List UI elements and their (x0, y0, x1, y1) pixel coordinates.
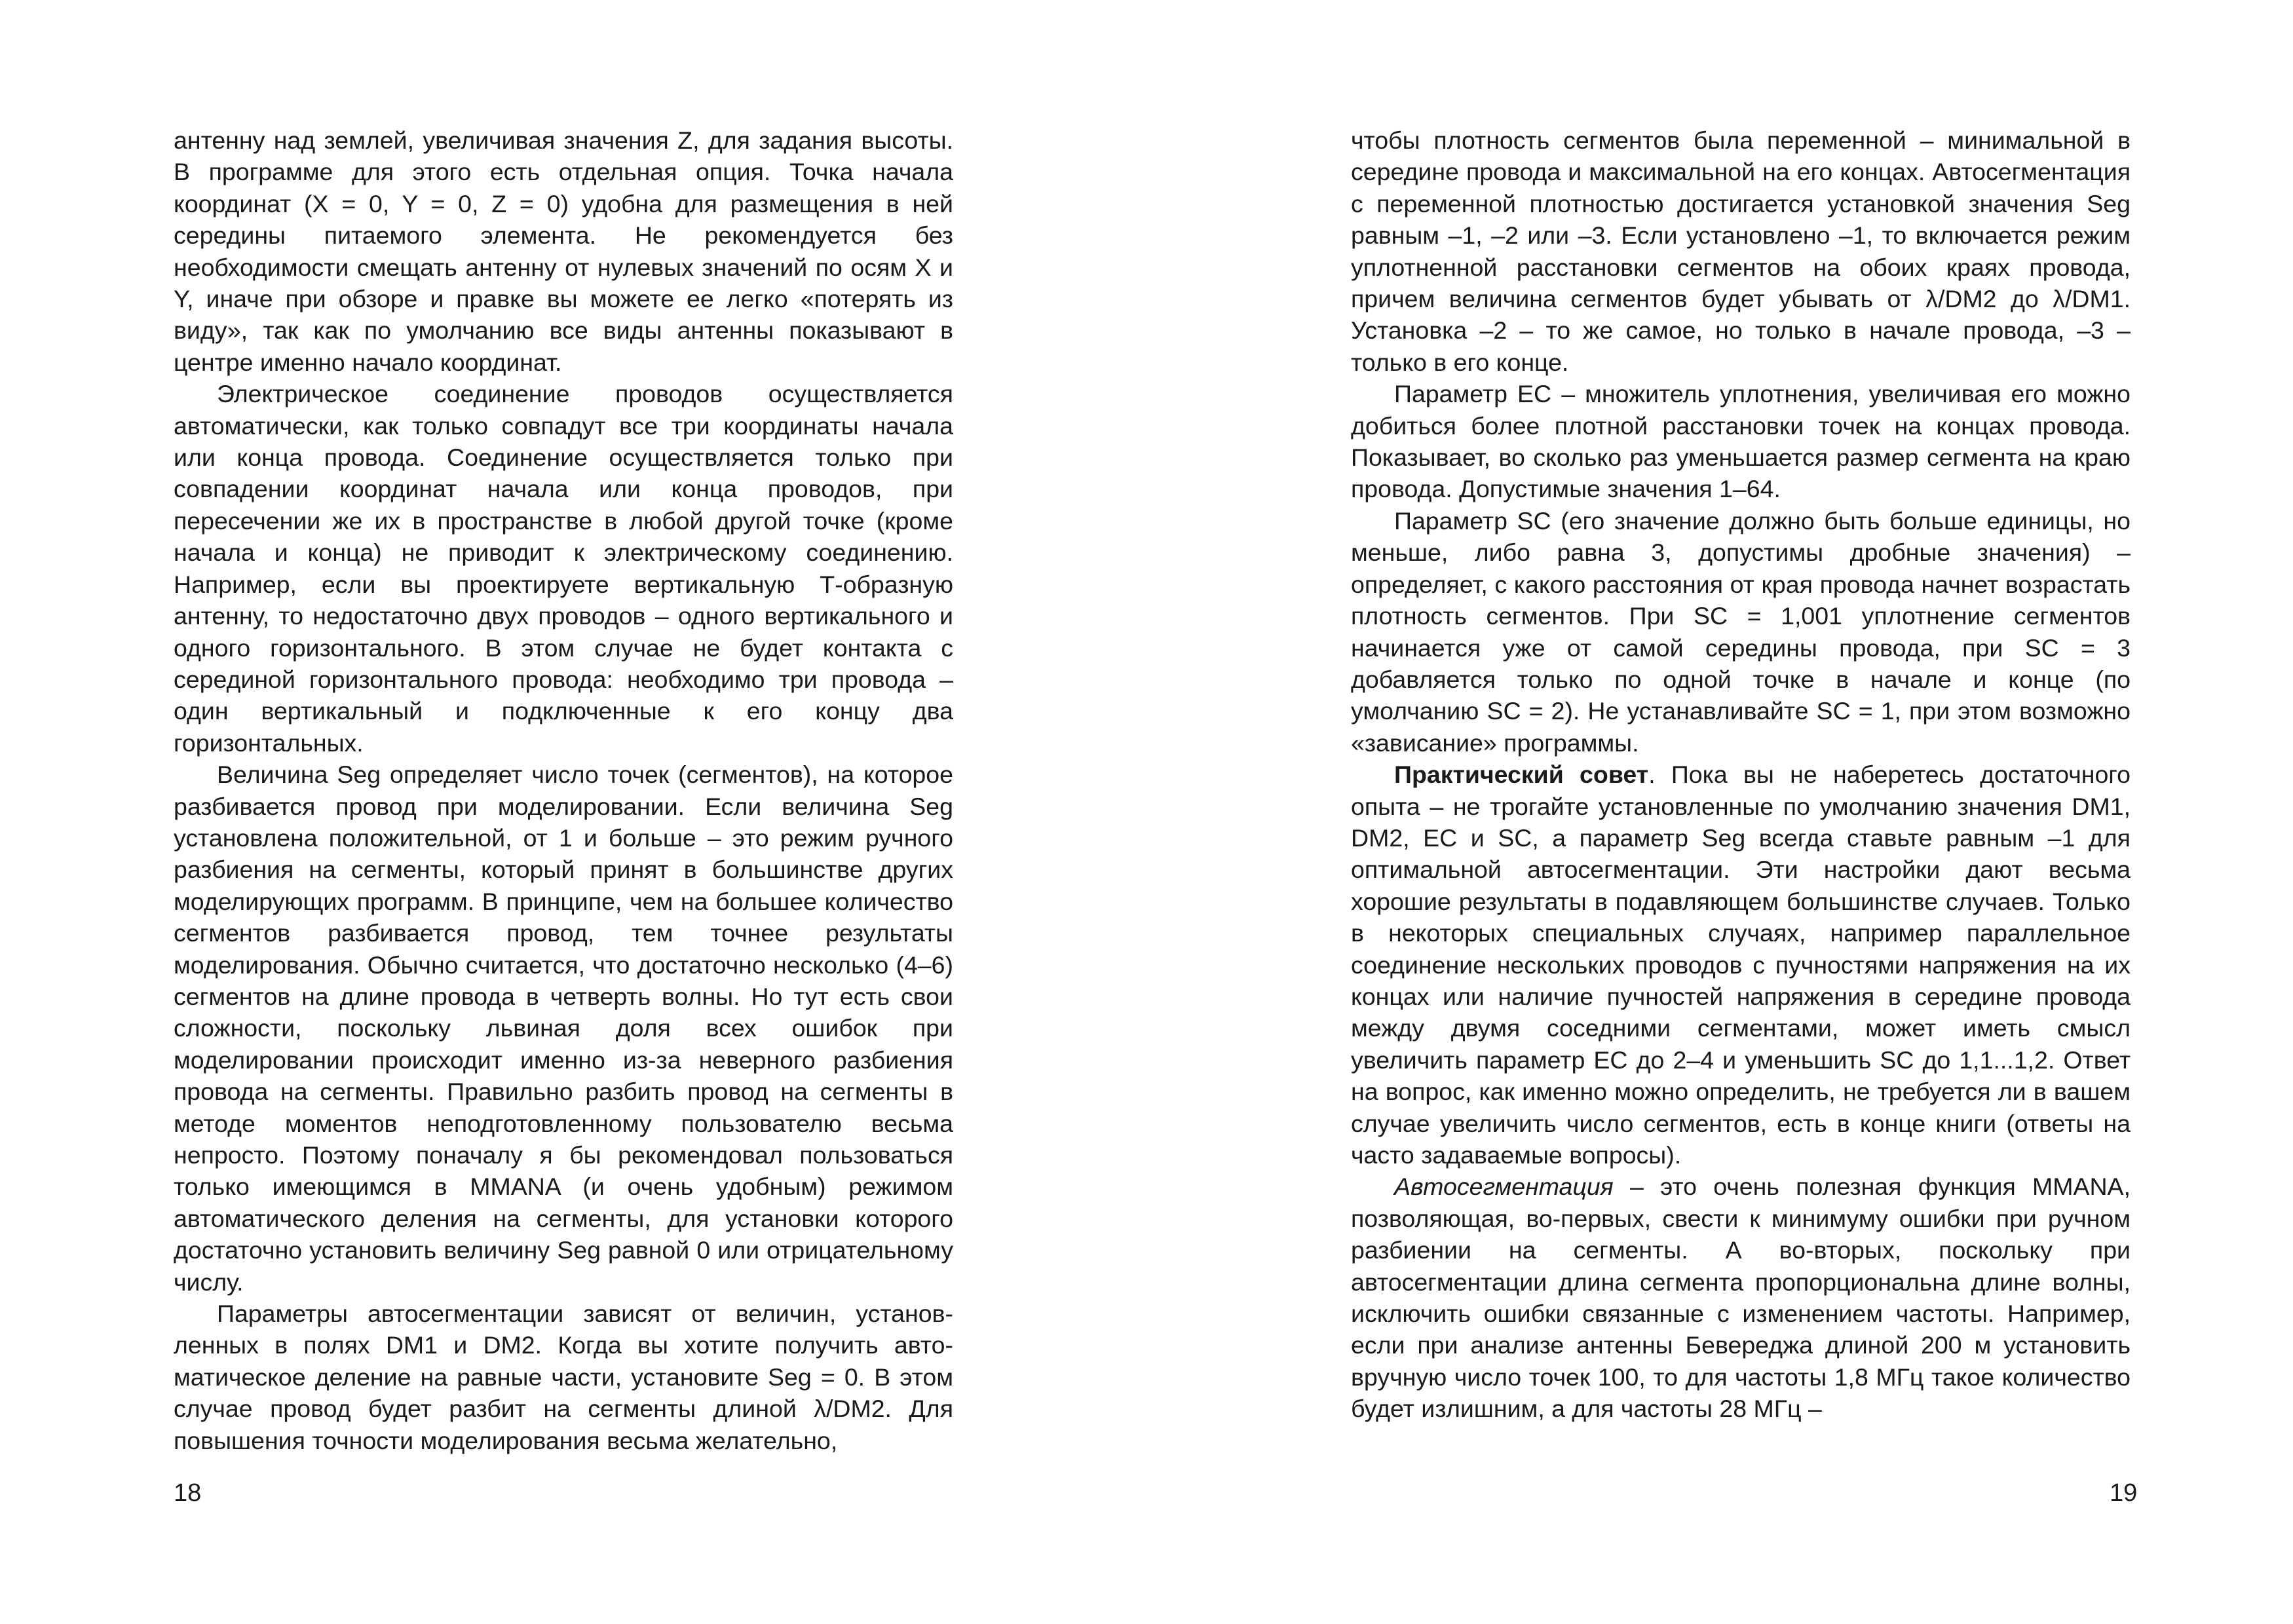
autosegmentation-body: – это очень полезная функция MMANA, позволяющая, во-первых, свести к минимуму ошибки при ручном разбиении на сегменты. А во-вторых, поскольку при автосегментации длина сегмента пропорциональна длине волны, исключить ошибки связанные с изменением частоты. Например, если при анализе антенны Бевереджа длиной 200 м установить вручную число точек 100, то для частоты 1,8 МГц такое количество будет излишним, а для частоты 28 МГц – (1351, 1173, 2131, 1423)
left-page (0, 0, 1146, 1624)
paragraph: Параметр SC (его значение должно быть больше единицы, но меньше, либо равна 3, допустимы дробные значения) – определяет, с какого расстояния от края провода начнет возрастать плотность сегментов. При SC = 1,001 уплотнение сегментов начинается уже от самой середины провода, при SC = 3 добавляется только по одной точке в начале и конце (по умолчанию SC = 2). Не устанавливайте SC = 1, при этом возможно «зависание» программы. (1351, 506, 2131, 757)
practical-tip-body: . Пока вы не наберетесь достаточного опыта – не трогайте установленные по умолчанию значения DM1, DM2, EC и SC, а параметр Seg всегда ставьте равным –1 для оптимальной автосегментации. Эти настройки дают весьма хорошие результаты в подавляющем большинстве случаев. Только в некоторых специальных случаях, например параллельное соединение нескольких проводов с пучностями напряжения на их концах или наличие пучностей напряжения в середине провода между двумя соседними сегментами, может иметь смысл увеличить параметр EC до 2–4 и уменьшить SC до 1,1...1,2. Ответ на вопрос, как именно можно определить, не требуется ли в вашем случае увеличить число сегментов, есть в конце книги (ответы на часто задаваемые вопросы). (1351, 761, 2131, 1169)
left-page-text (174, 124, 953, 1456)
paragraph: Величина Seg определяет число точек (сегментов), на которое разбивается провод при моделировании. Если величина Seg установлена положительной, от 1 и больше – это режим ручного разбиения на сегменты, который принят в большинстве других моделирующих программ. В принципе, чем на большее количество сегментов разбивается провод, тем точнее результаты моделирования. Обычно считается, что достаточно несколько (4–6) сегментов на длине провода в четверть волны. Но тут есть свои сложности, поскольку львиная доля всех ошибок при моделировании происходит именно из-за неверного разбиения провода на сегменты. Правильно разбить провод на сегменты в методе моментов неподготовленному пользователю весьма непросто. Поэтому поначалу я бы рекомендовал пользоваться только имеющимся в MMANA (и очень удобным) режимом автоматического деления на сегменты, для установки которого достаточно установить величину Seg равной 0 или отрицательному числу. (174, 761, 953, 1296)
paragraph: Параметры автосегментации зависят от величин, установленных в полях DM1 и DM2. Когда вы хотите получить автоматическое деление на равные части, установите Seg = 0. В этом случае провод будет разбит на сегменты длиной λ/DM2. Для повышения точности моделирования весьма желательно, (174, 1300, 953, 1454)
practical-tip-lead: Практический совет (1394, 761, 1649, 789)
page-number: 18 (174, 1479, 202, 1507)
paragraph: Электрическое соединение проводов осуществляется автоматически, как только совпадут все три координаты начала или конца провода. Соединение осуществляется только при совпадении координат начала или конца проводов, при пересечении же их в пространстве в любой другой точке (кроме начала и конца) не приводит к электрическому соединению. Например, если вы проектируете вертикальную Т-образную антенну, то недостаточно двух проводов – одного вертикального и одного горизонтального. В этом случае не будет контакта с серединой горизонтального провода: необходимо три провода – один вертикальный и подключенные к его концу два горизонтальных. (174, 380, 953, 757)
practical-tip-paragraph (1351, 759, 2131, 1171)
paragraph: антенну над землей, увеличивая значения Z, для задания высоты. В программе для этого есть отдельная опция. Точка начала координат (X = 0, Y = 0, Z = 0) удобна для размещения в ней середины питаемого элемента. Не рекомендуется без необходимости смещать антенну от нулевых значений по осям X и Y, иначе при обзоре и правке вы можете ее легко «потерять из виду», так как по умолчанию все виды антенны показывают в центре именно начало координат. (174, 126, 953, 376)
right-page-text (1351, 124, 2131, 1425)
right-page (1146, 0, 2293, 1624)
autosegmentation-lead: Автосегментация (1394, 1173, 1614, 1201)
page-number: 19 (2110, 1479, 2138, 1507)
paragraph: Параметр EC – множитель уплотнения, увеличивая его можно добиться более плотной расстановки точек на концах провода. Показывает, во сколько раз уменьшается размер сегмента на краю провода. Допустимые значения 1–64. (1351, 380, 2131, 503)
paragraph: чтобы плотность сегментов была переменной – минимальной в середине провода и максимальной на его концах. Автосегментация с переменной плотностью достигается установкой значения Seg равным –1, –2 или –3. Если установлено –1, то включается режим уплотненной расстановки сегментов на обоих краях провода, причем величина сегментов будет убывать от λ/DM2 до λ/DM1. Установка –2 – то же самое, но только в начале провода, –3 – только в его конце. (1351, 126, 2131, 376)
autosegmentation-paragraph (1351, 1171, 2131, 1424)
